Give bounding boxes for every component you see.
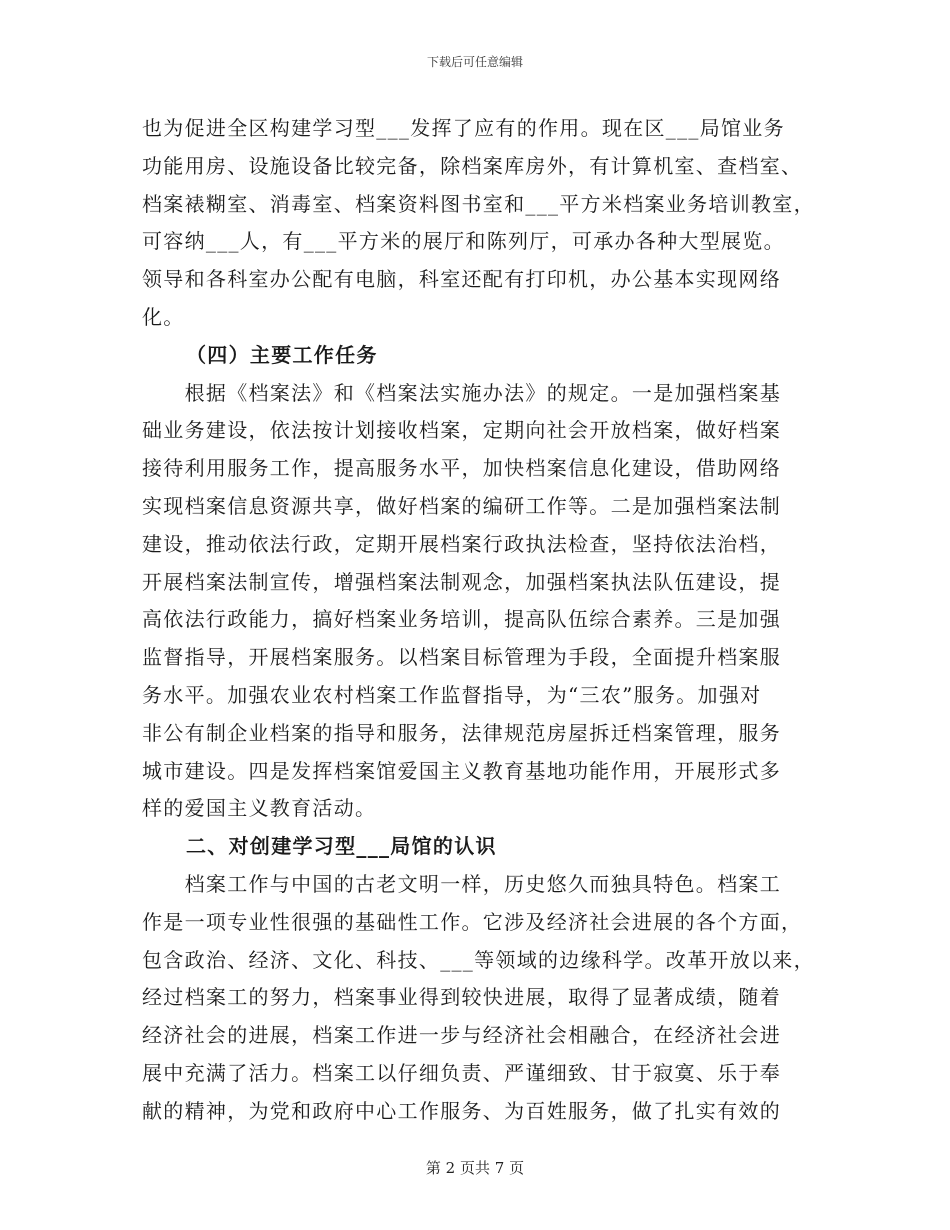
text-line: 展中充满了活力。档案工以仔细负责、严谨细致、甘于寂寞、乐于奉 bbox=[142, 1060, 781, 1085]
text-line: 务水平。加强农业农村档案工作监督指导，为“三农”服务。加强对 bbox=[142, 682, 762, 707]
page-header: 下载后可任意编辑 bbox=[426, 55, 523, 69]
text-line: 包含政治、经济、文化、科技、___等领域的边缘科学。改革开放以来， bbox=[142, 947, 815, 972]
page-footer: 第 2 页共 7 页 bbox=[425, 1159, 525, 1177]
text-line: 非公有制企业档案的指导和服务，法律规范房屋拆迁档案管理，服务 bbox=[142, 720, 781, 745]
text-line: 高依法行政能力，搞好档案业务培训，提高队伍综合素养。三是加强 bbox=[142, 607, 781, 632]
text-line: 功能用房、设施设备比较完备，除档案库房外，有计算机室、查档室、 bbox=[142, 153, 803, 178]
section-heading: （四）主要工作任务 bbox=[186, 342, 378, 367]
text-line: 监督指导，开展档案服务。以档案目标管理为手段，全面提升档案服 bbox=[142, 645, 781, 670]
text-line: 献的精神，为党和政府中心工作服务、为百姓服务，做了扎实有效的 bbox=[142, 1098, 781, 1123]
text-line: 作是一项专业性很强的基础性工作。它涉及经济社会进展的各个方面， bbox=[142, 909, 803, 934]
text-line: 础业务建设，依法按计划接收档案，定期向社会开放档案，做好档案 bbox=[142, 418, 781, 443]
text-line: 接待利用服务工作，提高服务水平，加快档案信息化建设，借助网络 bbox=[142, 456, 781, 481]
section-heading: 二、对创建学习型___局馆的认识 bbox=[186, 834, 497, 859]
text-line: 城市建设。四是发挥档案馆爱国主义教育基地功能作用，开展形式多 bbox=[142, 758, 781, 783]
document-body bbox=[142, 110, 822, 1131]
text-line: 也为促进全区构建学习型___发挥了应有的作用。现在区___局馆业务 bbox=[142, 116, 785, 140]
text-line: 档案裱糊室、消毒室、档案资料图书室和___平方米档案业务培训教室， bbox=[142, 191, 815, 216]
text-line: 档案工作与中国的古老文明一样，历史悠久而独具特色。档案工 bbox=[142, 871, 781, 896]
text-line: 化。 bbox=[142, 304, 185, 329]
text-line: 根据《档案法》和《档案法实施办法》的规定。一是加强档案基 bbox=[142, 380, 781, 405]
text-line: 样的爱国主义教育活动。 bbox=[142, 796, 377, 821]
text-line: 经济社会的进展，档案工作进一步与经济社会相融合，在经济社会进 bbox=[142, 1023, 781, 1048]
text-line: 可容纳___人，有___平方米的展厅和陈列厅，可承办各种大型展览。 bbox=[142, 229, 785, 254]
text-line: 实现档案信息资源共享，做好档案的编研工作等。二是加强档案法制 bbox=[142, 493, 781, 518]
text-line: 领导和各科室办公配有电脑，科室还配有打印机，办公基本实现网络 bbox=[142, 267, 781, 292]
text-line: 经过档案工的努力，档案事业得到较快进展，取得了显著成绩，随着 bbox=[142, 985, 781, 1010]
text-line: 建设，推动依法行政，定期开展档案行政执法检查，坚持依法治档， bbox=[142, 531, 781, 556]
text-line: 开展档案法制宣传，增强档案法制观念，加强档案执法队伍建设，提 bbox=[142, 569, 781, 594]
